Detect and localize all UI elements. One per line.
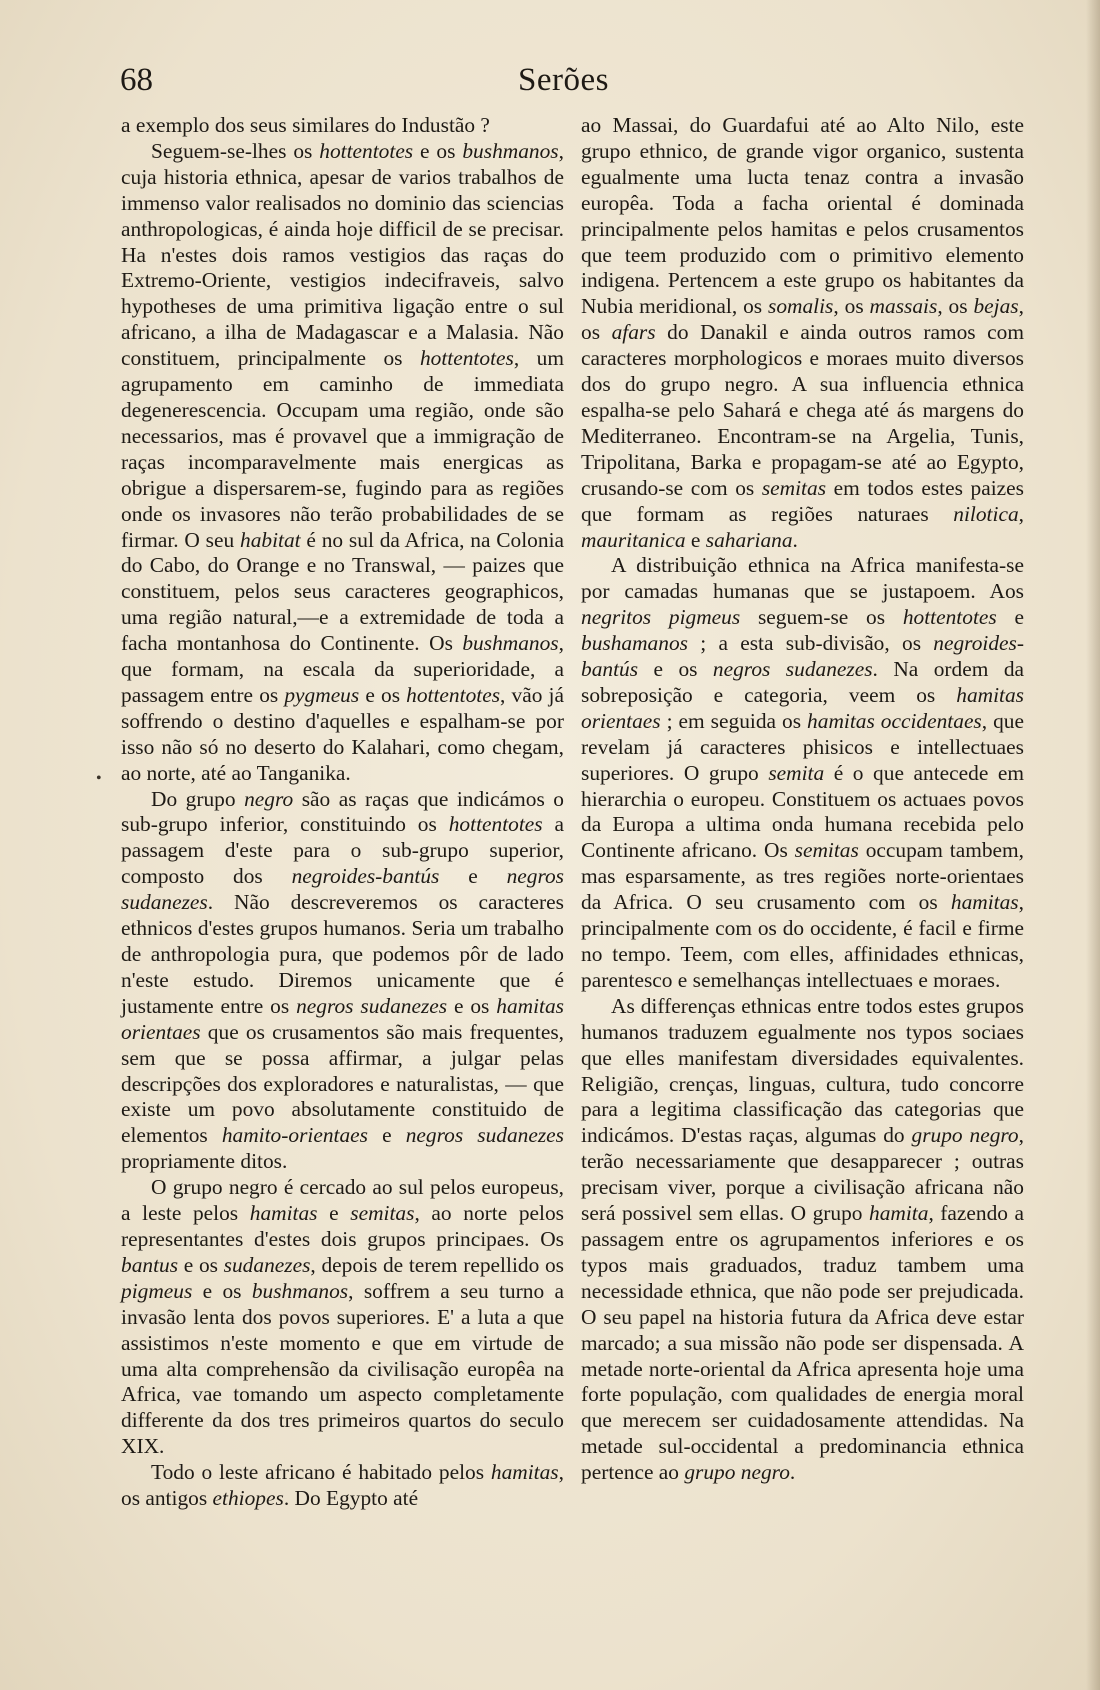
paragraph: ao Massai, do Guardafui até ao Alto Nilo, este grupo ethnico, de grande vigor organico, sustenta egualmente uma lucta tenaz contra a invasão europêa. Toda a facha oriental é dominada principalmente pelos hamitas e pelos crusamentos que teem produzido com o primitivo elemento indigena. Pertencem a este grupo os habitantes da Nubia meridional, os somalis, os massais, os bejas, os afars do Danakil e ainda outros ramos com caracteres morphologicos e moraes muito diversos dos do grupo negro. A sua influencia ethnica espalha-se pelo Sahará e chega até ás margens do Mediterraneo. Encontram-se na Argelia, Tunis, Tripolitana, Barka e propagam-se até ao Egypto, crusando-se com os semitas em todos estes paizes que formam as regiões naturaes nilotica, mauritanica e sahariana. <box>581 113 1025 552</box>
page-number: 68 <box>120 62 153 98</box>
paragraph: A distribuição ethnica na Africa manifesta-se por camadas humanas que se justapoem. Aos negritos pigmeus seguem-se os hottentotes e bushamanos ; a esta sub-divisão, os negroides-bantús e os negros sudanezes. Na ordem da sobreposição e categoria, veem os hamitas orientaes ; em seguida os hamitas occidentaes, que revelam já caracteres phisicos e intellectuaes superiores. O grupo semita é o que antecede em hierarchia o europeu. Constituem os actuaes povos da Europa a ultima onda humana recebida pelo Continente africano. Os semitas occupam tambem, mas esparsamente, as tres regiões norte-orientaes da Africa. O seu crusamento com os hamitas, principalmente com os do occidente, é facil e firme no tempo. Teem, com elles, affinidades ethnicas, parentesco e semelhanças intellectuaes e moraes. <box>581 553 1025 992</box>
paragraph: a exemplo dos seus similares do Industão ? <box>121 113 490 137</box>
running-head: Serões <box>518 62 609 98</box>
page-edge-shadow <box>1086 0 1100 1690</box>
paragraph: Seguem-se-lhes os hottentotes e os bushmanos, cuja historia ethnica, apesar de varios trabalhos de immenso valor realisados no dominio das sciencias anthropologicas, é ainda hoje difficil de se precisar. Ha n'estes dois ramos vestigios das raças do Extremo-Oriente, vestigios indecifraveis, salvo hypotheses de uma primitiva ligação entre o sul africano, a ilha de Madagascar e a Malasia. Não constituem, principalmente os hottentotes, um agrupamento em caminho de immediata degenerescencia. Occupam uma região, onde são necessarios, mas é provavel que a immigração de raças incomparavelmente mais energicas as obrigue a dispersarem-se, fugindo para as regiões onde os invasores não terão probabilidades de se firmar. O seu habitat é no sul da Africa, na Colonia do Cabo, do Orange e no Transwal, — paizes que constituem, pelos seus caracteres geographicos, uma região natural,—e a extremidade de toda a facha montanhosa do Continente. Os bushmanos, que formam, na escala da superioridade, a passagem entre os pygmeus e os hottentotes, vão já soffrendo o destino d'aquelles e espalham-se por isso não só no deserto do Kalahari, como chegam, ao norte, até ao Tanganika. <box>121 138 565 785</box>
paragraph: Todo o leste africano é habitado pelos hamitas, os antigos ethiopes. Do Egypto até <box>121 1460 564 1511</box>
paragraph: Do grupo negro são as raças que indicámos o sub-grupo inferior, constituindo os hottentotes a passagem d'este para o sub-grupo superior, composto dos negroides-bantús e negros sudanezes. Não descreveremos os caracteres ethnicos d'estes grupos humanos. Seria um trabalho de anthropologia pura, que podemos pôr de lado n'este estudo. Diremos unicamente que é justamente entre os negros sudanezes e os hamitas orientaes que os crusamentos são mais frequentes, sem que se possa affirmar, a julgar pelas descripções dos exploradores e naturalistas, — que existe um povo absolutamente constituido de elementos hamito-orientaes e negros sudanezes propriamente ditos. <box>121 786 565 1174</box>
page-header <box>120 62 1040 112</box>
paragraph: As differenças ethnicas entre todos estes grupos humanos traduzem egualmente nos typos sociaes que elles manifestam diversidades equivalentes. Religião, crenças, linguas, cultura, tudo concorre para a legitima classificação das categorias que indicámos. D'estas raças, algumas do grupo negro, terão necessariamente que desapparecer ; outras precisam viver, porque a civilisação africana não será possivel sem ellas. O grupo hamita, fazendo a passagem entre os agrupamentos inferiores e os typos mais graduados, traduz tambem uma necessidade ethnica, que não pode ser prejudicada. O seu papel na historia futura da Africa deve estar marcado; a sua missão não pode ser dispensada. A metade norte-oriental da Africa apresenta hoje uma forte população, com qualidades de energia moral que merecem ser cuidadosamente attendidas. Na metade sul-occidental a predominancia ethnica pertence ao grupo negro. <box>581 993 1025 1485</box>
margin-mark: • <box>96 770 102 787</box>
paragraph: O grupo negro é cercado ao sul pelos europeus, a leste pelos hamitas e semitas, ao norte pelos representantes d'estes dois grupos principaes. Os bantus e os sudanezes, depois de terem repellido os pigmeus e os bushmanos, soffrem a seu turno a invasão lenta dos povos superiores. E' a luta a que assistimos n'este momento e que em virtude de uma alta comprehensão da civilisação europêa na Africa, vae tomando um aspecto completamente differente da dos tres primeiros quartos do seculo XIX. <box>121 1175 564 1459</box>
right-column <box>581 113 1024 1486</box>
left-column <box>121 113 564 1512</box>
